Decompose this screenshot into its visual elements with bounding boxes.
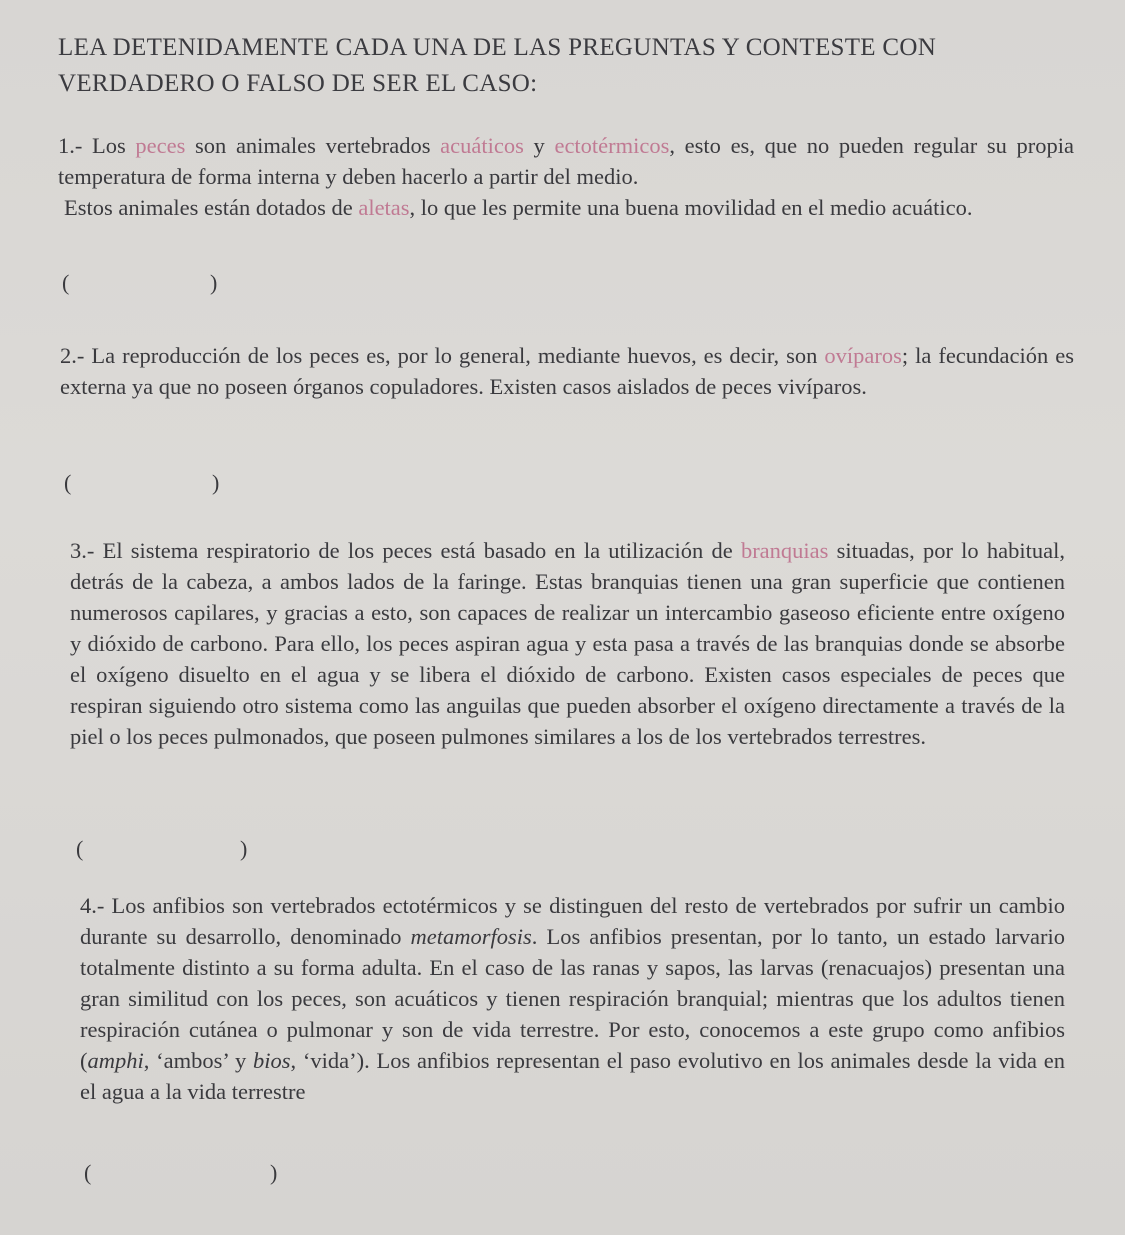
instructions-line-1: LEA DETENIDAMENTE CADA UNA DE LAS PREGUNTAS Y CONTESTE CON (58, 34, 937, 61)
answer-blank-3[interactable]: ( ) (76, 836, 248, 861)
question-4-paragraph: 4.- Los anfibios son vertebrados ectotérmicos y se distinguen del resto de vertebrados por sufrir un cambio durante su desarrollo, denominado metamorfosis. Los anfibios presentan, por lo tanto, un estado larvario totalmente distinto a su forma adulta. En el caso de las ranas y sapos, las larvas (renacuajos) presentan una gran similitud con los peces, son acuáticos y tienen respiración branquial; mientras que los adultos tienen respiración cutánea o pulmonar y son de vida terrestre. Por esto, conocemos a este grupo como anfibios (amphi, ‘ambos’ y bios, ‘vida’). Los anfibios representan el paso evolutivo en los animales desde la vida en el agua a la vida terrestre (80, 893, 1066, 1104)
question-2-paragraph: 2.- La reproducción de los peces es, por lo general, mediante huevos, es decir, son ovíparos; la fecundación es externa ya que no poseen órganos copuladores. Existen casos aislados de peces vivíparos. (60, 343, 1075, 399)
keyword-acuaticos: acuáticos (440, 133, 524, 158)
keyword-ectotermicos: ectotérmicos (554, 133, 670, 158)
term-metamorfosis: metamorfosis (410, 924, 532, 949)
keyword-oviparos: ovíparos (824, 343, 902, 368)
keyword-aletas: aletas (358, 195, 410, 220)
term-bios: bios (252, 1048, 291, 1073)
answer-blank-1[interactable]: ( ) (62, 270, 218, 295)
question-4 (80, 890, 1065, 1107)
instructions-header (58, 30, 1088, 102)
answer-blank-4[interactable]: ( ) (84, 1160, 278, 1185)
term-amphi: amphi (87, 1048, 144, 1073)
question-2 (60, 340, 1074, 402)
question-3-paragraph: 3.- El sistema respiratorio de los peces está basado en la utilización de branquias situadas, por lo habitual, detrás de la cabeza, a ambos lados de la faringe. Estas branquias tienen una gran superficie que contienen numerosos capilares, y gracias a esto, son capaces de realizar un intercambio gaseoso eficiente entre oxígeno y dióxido de carbono. Para ello, los peces aspiran agua y esta pasa a través de las branquias donde se absorbe el oxígeno disuelto en el agua y se libera el dióxido de carbono. Existen casos especiales de peces que respiran siguiendo otro sistema como las anguilas que pueden absorber el oxígeno directamente a través de la piel o los peces pulmonados, que poseen pulmones similares a los de los vertebrados terrestres. (70, 538, 1065, 749)
instructions-line-2: VERDADERO O FALSO DE SER EL CASO: (58, 70, 538, 97)
question-1 (58, 130, 1074, 223)
question-1-paragraph-1: 1.- Los peces son animales vertebrados acuáticos y ectotérmicos, esto es, que no pueden regular su propia temperatura de forma interna y deben hacerlo a partir del medio. (58, 133, 1074, 189)
question-3 (70, 535, 1065, 752)
answer-blank-2[interactable]: ( ) (64, 470, 220, 495)
keyword-branquias: branquias (740, 538, 829, 563)
question-1-paragraph-2: Estos animales están dotados de aletas, lo que les permite una buena movilidad en el medio acuático. (64, 195, 973, 220)
keyword-peces: peces (135, 133, 186, 158)
